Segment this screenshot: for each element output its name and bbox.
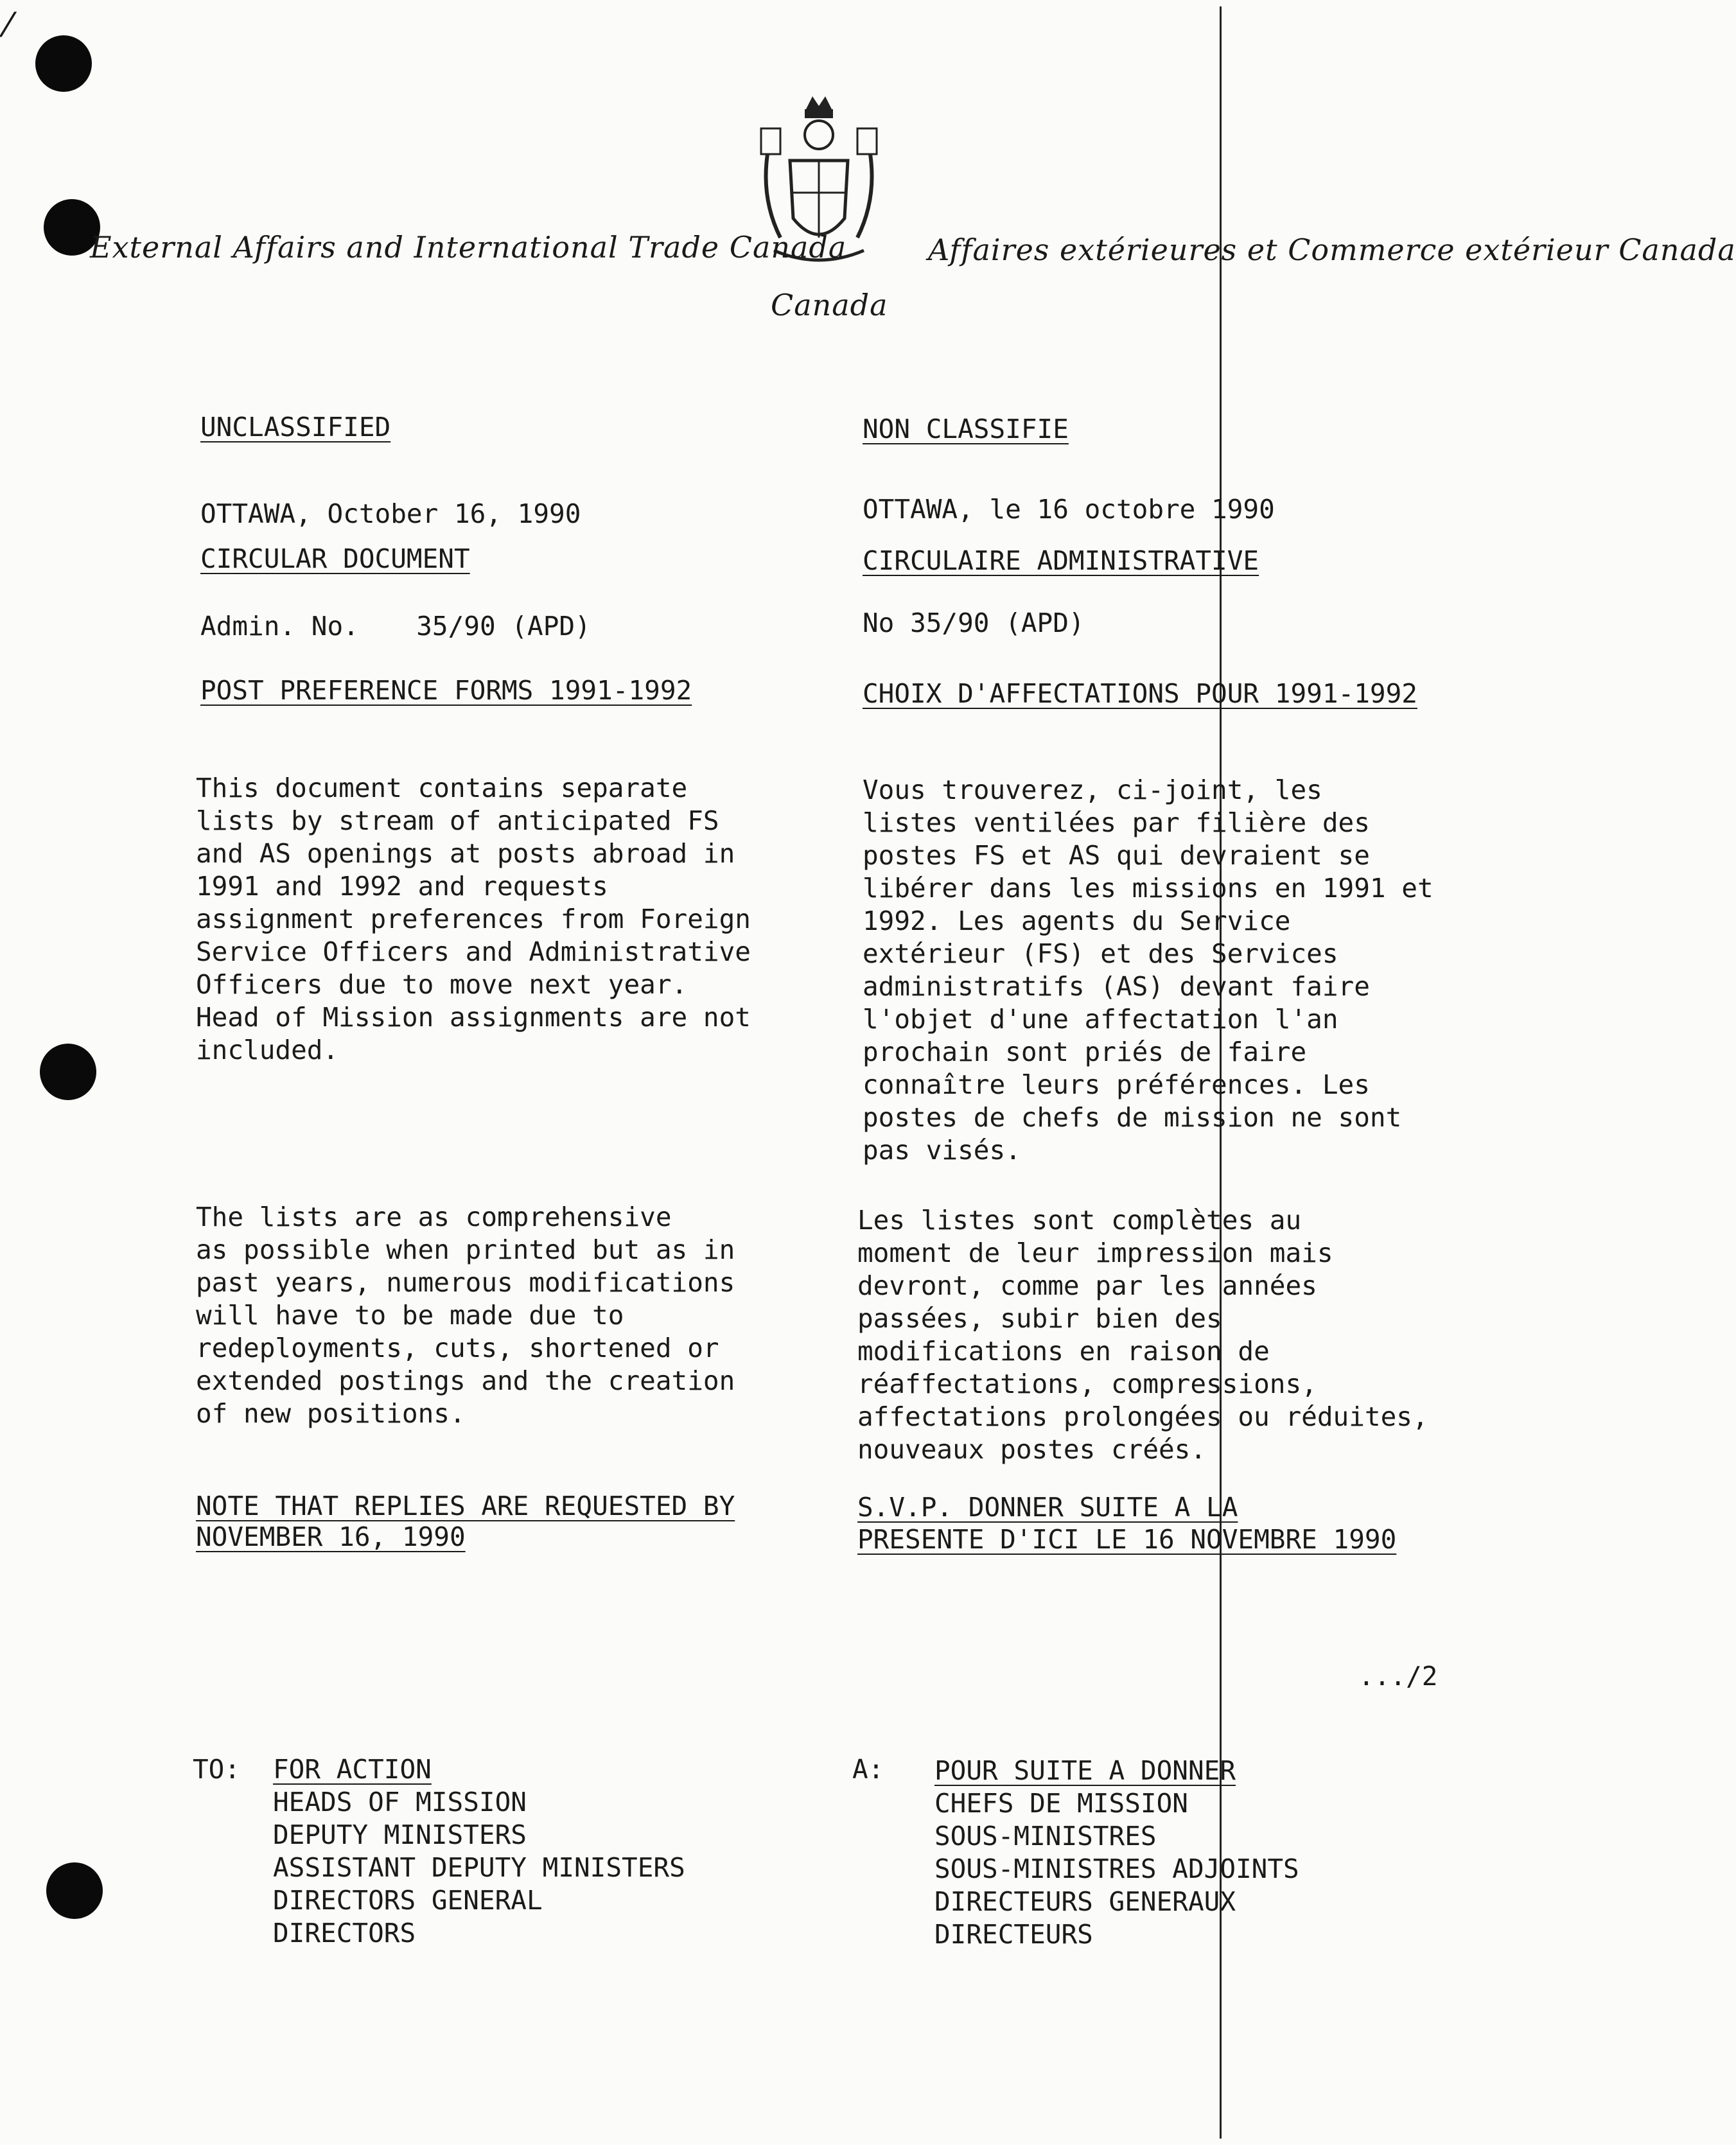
note-french-line2: PRESENTE D'ICI LE 16 NOVEMBRE 1990 [857,1524,1397,1555]
to-label-english: TO: [193,1754,241,1785]
list-item: DIRECTORS GENERAL [273,1885,543,1916]
list-item: DIRECTORS [273,1918,416,1948]
note-english-line2: NOVEMBER 16, 1990 [196,1521,466,1552]
note-french-line1: S.V.P. DONNER SUITE A LA [857,1492,1238,1523]
admin-label-french: No [863,608,895,638]
subject-english: POST PREFERENCE FORMS 1991-1992 [200,675,692,706]
list-item: DIRECTEURS GENERAUX [934,1886,1236,1917]
admin-code-english: 35/90 (APD) [416,611,591,642]
admin-number-french [863,607,1085,640]
admin-number-english [200,610,591,643]
classification-english: UNCLASSIFIED [200,412,391,442]
to-label-french: A: [852,1754,884,1785]
punch-hole-middle [40,1044,96,1100]
punch-hole-top [35,35,92,92]
date-french: OTTAWA, le 16 octobre 1990 [863,494,1275,525]
distribution-list-french [934,1755,1299,1951]
admin-code-french: 35/90 (APD) [910,608,1085,638]
doc-type-french: CIRCULAIRE ADMINISTRATIVE [863,545,1259,576]
list-item: CHEFS DE MISSION [934,1788,1188,1819]
note-english-line1: NOTE THAT REPLIES ARE REQUESTED BY [196,1491,735,1521]
list-item: FOR ACTION [273,1754,432,1785]
paragraph-1-french: Vous trouverez, ci-joint, les listes ventilées par filière des postes FS et AS qui devraient se libérer dans les missions en 1991 et 1992. Les agents du Service extérieur (FS) et des Services administratifs (AS) devant faire l'objet d'une affectation l'an prochain sont priés de faire connaître leurs préférences. Les postes de chefs de mission ne sont pas visés. [863,775,1434,1166]
list-item: POUR SUITE A DONNER [934,1755,1236,1786]
list-item: SOUS-MINISTRES ADJOINTS [934,1853,1299,1884]
punch-hole-bottom [46,1862,103,1919]
department-name-english: External Affairs and International Trade Canada [90,230,847,265]
admin-label-english: Admin. No. [200,611,359,642]
list-item: DEPUTY MINISTERS [273,1819,527,1850]
paragraph-2-english: The lists are as comprehensive as possible when printed but as in past years, numerous modifications will have to be made due to redeployments, cuts, shortened or extended postings and the creation of new positions. [196,1202,735,1429]
list-item: ASSISTANT DEPUTY MINISTERS [273,1852,685,1883]
date-english: OTTAWA, October 16, 1990 [200,498,581,529]
classification-french: NON CLASSIFIE [863,414,1069,444]
doc-type-english: CIRCULAR DOCUMENT [200,543,470,574]
paragraph-1-english: This document contains separate lists by stream of anticipated FS and AS openings at posts abroad in 1991 and 1992 and requests assignment preferences from Foreign Service Officers and Administrative Officers due to move next year. Head of Mission assignments are not included. [196,773,751,1065]
canada-wordmark: Canada [771,288,888,322]
list-item: SOUS-MINISTRES [934,1821,1157,1852]
paragraph-2-french: Les listes sont complètes au moment de leur impression mais devront, comme par les années passées, subir bien des modifications en raison de réaffectations, compressions, affectations prolongées ou réduites, nouveaux postes créés. [857,1205,1428,1465]
distribution-list-english [273,1753,685,1950]
subject-french: CHOIX D'AFFECTATIONS POUR 1991-1992 [863,678,1417,709]
page-continuation: .../2 [1358,1661,1438,1692]
department-name-french: Affaires extérieures et Commerce extérieur Canada [928,232,1736,267]
scan-mark: ⁄ [5,6,11,45]
list-item: HEADS OF MISSION [273,1787,527,1817]
list-item: DIRECTEURS [934,1919,1093,1950]
